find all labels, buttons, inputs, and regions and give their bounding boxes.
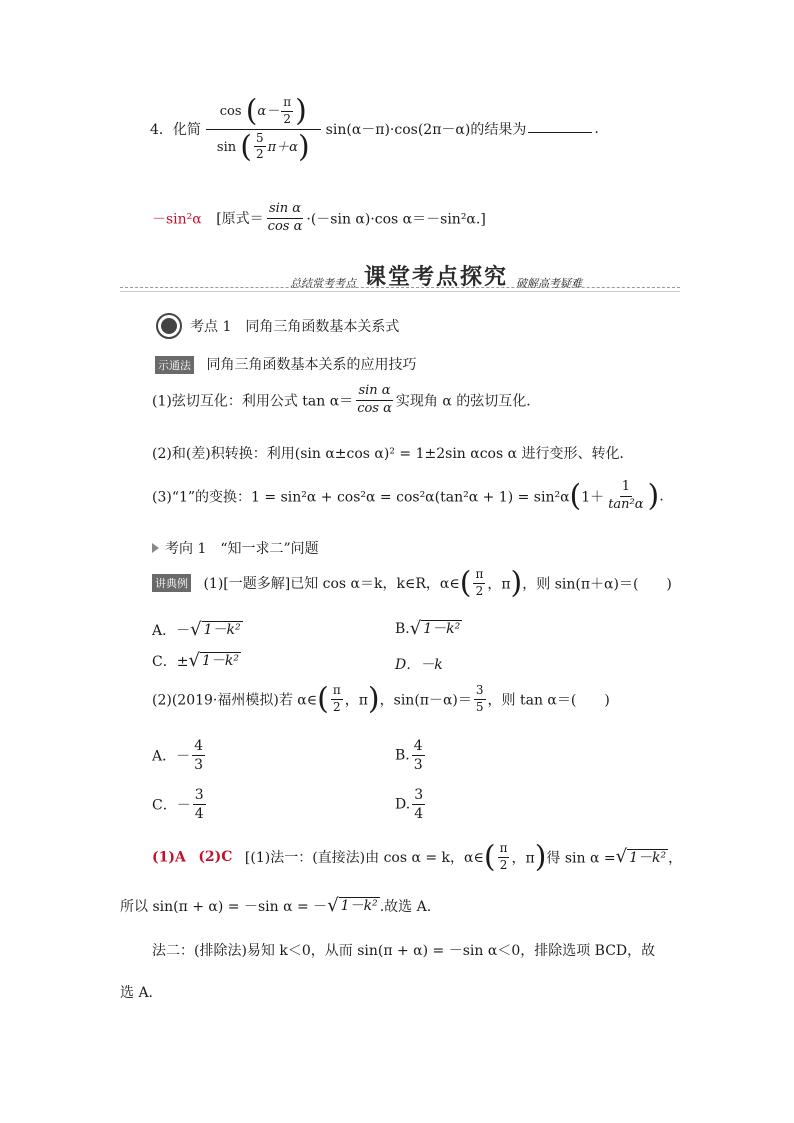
question-4: 4．化简 cos (α－ $\frac{\pi}{2}$ ) sin ( $\frac{5}{2}$ π＋α) sin(α－π)·cos(2π－α)的结果为 . [150,93,599,164]
option-2a[interactable]: A．－ $\frac{4}{3}$ [152,738,204,774]
answer-blank [528,120,592,133]
method-item-3: (3)“1”的变换：1 = sin²α + cos²α = cos²α(tan²α + 1) = sin²α(1＋ $\frac{1}{\text{tan²α}}$ ). [152,478,664,514]
answer-4-result: －sin²α [152,211,202,228]
method-tag: 示通法 [155,356,194,374]
topic-1-label: 考点 1 同角三角函数基本关系式 [190,319,400,335]
method-item-1: (1)弦切互化：利用公式 tan α＝ $\frac{\text{sin α}}{\text{cos α}}$ 实现角 α 的弦切互化． [152,383,541,416]
answer-1: (1)A [152,849,186,866]
topic-bullet-icon [156,313,182,339]
option-2b[interactable]: B. $\frac{4}{3}$ [395,738,423,774]
question-4-fraction: cos (α－ $\frac{\pi}{2}$ ) sin ( $\frac{5}{2}$ π＋α) [203,96,324,162]
method-heading [155,354,416,374]
answer-2: (2)C [198,849,233,866]
solution-line-3: 法二：(排除法)易知 k＜0，从而 sin(π + α) = －sin α＜0，排除选项 BCD，故 [152,943,656,959]
method-title: 同角三角函数基本关系的应用技巧 [206,357,417,373]
banner-divider [120,287,680,288]
solution-line-4: 选 A. [120,985,154,1001]
option-1b[interactable]: B. √ 1－k² [395,618,461,639]
direction-1 [152,538,319,558]
method-item-2: (2)和(差)积转换：利用(sin α±cos α)² = 1±2sin αcos α 进行变形、转化． [152,446,634,462]
question-4-tail: sin(α－π)·cos(2π－α)的结果为 [325,122,527,139]
example-problem-2: (2)(2019·福州模拟)若 α∈( $\frac{\pi}{2}$ ，π)，sin(π－α)＝ $\frac{3}{5}$ ，则 tan α＝( ) [152,681,610,717]
option-1c[interactable]: C．± √ 1－k² [152,650,239,671]
option-1d[interactable]: D．－k [395,657,443,673]
direction-1-label: 考向 1 “知一求二”问题 [165,541,319,557]
option-2d[interactable]: D. $\frac{3}{4}$ [395,787,424,823]
solution-line-2: 所以 sin(π + α) = －sin α = － √ 1－k² .故选 A. [120,895,432,916]
example-tag: 讲典例 [152,574,191,592]
banner-divider-2 [120,291,680,292]
answer-4: －sin²α [原式＝ $\frac{\text{sin α}}{\text{cos α}}$ ·(－sin α)·cos α＝－sin²α.] [152,201,486,234]
triangle-bullet-icon [152,543,159,553]
question-4-number: 4．化简 [150,122,201,139]
banner-left-text: 总结常考考点 [290,277,356,290]
solution-line-1: (1)A (2)C [(1)法一：(直接法)由 cos α = k，α∈( $\frac{\pi}{2}$ ，π)得 sin α = √ 1－k² ， [152,839,683,875]
banner-title: 课堂考点探究 [364,265,509,290]
banner-right-text: 破解高考疑难 [516,277,583,290]
option-2c[interactable]: C．－ $\frac{3}{4}$ [152,787,204,823]
example-problem-1: 讲典例 (1)[一题多解]已知 cos α＝k，k∈R，α∈( $\frac{\pi}{2}$ ，π)，则 sin(π＋α)＝( ) [152,568,672,599]
option-1a[interactable]: A．－ √ 1－k² [152,619,241,640]
